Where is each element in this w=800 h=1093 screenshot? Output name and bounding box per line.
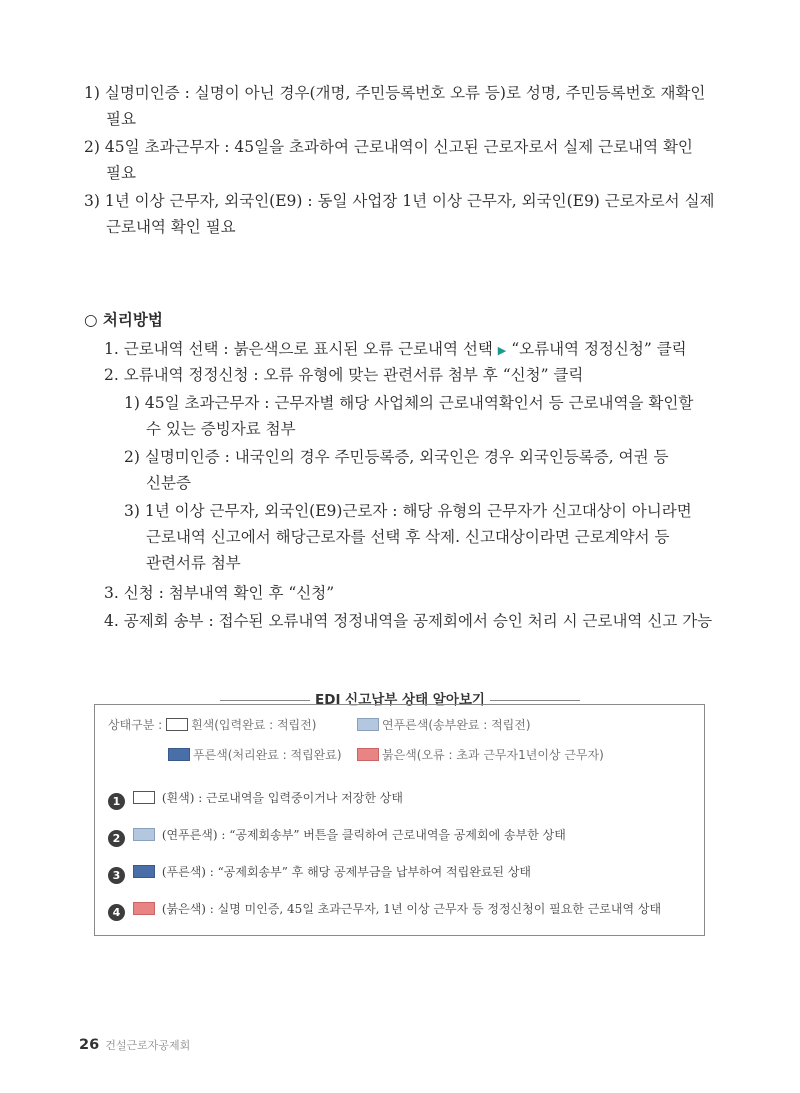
step-number: 4. [104, 612, 119, 630]
note-text: 실명미인증 : 실명이 아닌 경우(개명, 주민등록번호 오류 등)로 성명, 주민등록번호 재확인 [104, 84, 706, 102]
step-2 [104, 362, 583, 388]
red-swatch [357, 748, 379, 761]
page-number: 26 [79, 1037, 100, 1053]
note-text: 1년 이상 근무자, 외국인(E9) : 동일 사업장 1년 이상 근무자, 외국인(E9) 근로자로서 실제 [104, 192, 715, 210]
legend-white: 흰색(입력완료 : 적립전) [191, 718, 317, 732]
step-4 [104, 608, 712, 634]
legend-row-1 [108, 716, 316, 733]
substep-1 [124, 390, 693, 416]
status-item-text: (푸른색) : “공제회송부” 후 해당 공제부금을 납부하여 적립완료된 상태 [161, 865, 532, 879]
number-badge-1: 1 [108, 793, 125, 810]
red-swatch [133, 902, 155, 915]
note-2 [84, 134, 693, 160]
step-1 [104, 336, 687, 364]
status-item-4 [108, 900, 661, 921]
substep-text: 실명미인증 : 내국인의 경우 주민등록증, 외국인은 경우 외국인등록증, 여권 등 [144, 448, 669, 466]
step-text: 오류내역 정정신청 : 오류 유형에 맞는 관련서류 첨부 후 “신청” 클릭 [123, 366, 584, 384]
status-item-3 [108, 863, 531, 884]
step-number: 2. [104, 366, 119, 384]
substep-1-cont: 수 있는 증빙자료 첨부 [146, 420, 296, 438]
legend-label: 상태구분 : [108, 718, 163, 732]
publisher-name: 건설근로자공제회 [105, 1039, 191, 1052]
edi-box-title: EDI 신고납부 상태 알아보기 [315, 692, 485, 708]
status-item-2 [108, 826, 566, 847]
legend-row-2b [357, 746, 604, 763]
substep-number: 3) [124, 502, 140, 520]
white-swatch [166, 718, 188, 731]
blue-swatch [168, 748, 190, 761]
note-number: 2) [84, 138, 100, 156]
light-blue-swatch [357, 718, 379, 731]
substep-3-cont: 근로내역 신고에서 해당근로자를 선택 후 삭제. 신고대상이라면 근로계약서 등 [146, 528, 670, 546]
step-3 [104, 580, 334, 606]
note-number: 3) [84, 192, 100, 210]
note-3-cont: 근로내역 확인 필요 [106, 218, 236, 236]
number-badge-4: 4 [108, 904, 125, 921]
legend-row-2 [168, 746, 342, 763]
legend-red: 붉은색(오류 : 초과 근무자1년이상 근무자) [382, 748, 604, 762]
note-1 [84, 80, 705, 106]
substep-text: 45일 초과근무자 : 근무자별 해당 사업체의 근로내역확인서 등 근로내역을 확인할 [144, 394, 694, 412]
arrow-right-icon: ▶ [497, 344, 507, 357]
substep-2-cont: 신분증 [146, 474, 191, 492]
note-1-cont: 필요 [106, 110, 136, 128]
blue-swatch [133, 865, 155, 878]
number-badge-3: 3 [108, 867, 125, 884]
legend-light-blue: 연푸른색(송부완료 : 적립전) [382, 718, 531, 732]
substep-text: 1년 이상 근무자, 외국인(E9)근로자 : 해당 유형의 근무자가 신고대상이 아니라면 [144, 502, 692, 520]
legend-blue: 푸른색(처리완료 : 적립완료) [193, 748, 342, 762]
legend-row-1b [357, 716, 531, 733]
substep-number: 2) [124, 448, 140, 466]
status-item-text: (흰색) : 근로내역을 입력중이거나 저장한 상태 [161, 791, 403, 805]
note-number: 1) [84, 84, 100, 102]
substep-3 [124, 498, 692, 524]
substep-3-cont-2: 관련서류 첨부 [146, 554, 241, 572]
status-item-1 [108, 789, 403, 810]
page-footer [79, 1034, 190, 1053]
step-number: 3. [104, 584, 119, 602]
note-3 [84, 188, 715, 214]
status-item-text: (연푸른색) : “공제회송부” 버튼을 클릭하여 근로내역을 공제회에 송부한 상태 [161, 828, 566, 842]
step-number: 1. [104, 340, 119, 358]
white-swatch [133, 791, 155, 804]
note-text: 45일 초과근무자 : 45일을 초과하여 근로내역이 신고된 근로자로서 실제 근로내역 확인 [104, 138, 693, 156]
status-item-text: (붉은색) : 실명 미인증, 45일 초과근무자, 1년 이상 근무자 등 정정신청이 필요한 근로내역 상태 [161, 902, 662, 916]
number-badge-2: 2 [108, 830, 125, 847]
light-blue-swatch [133, 828, 155, 841]
step-text: 신청 : 첨부내역 확인 후 “신청” [123, 584, 335, 602]
step-text: 공제회 송부 : 접수된 오류내역 정정내역을 공제회에서 승인 처리 시 근로내역 신고 가능 [123, 612, 713, 630]
section-heading: ○ 처리방법 [84, 310, 163, 329]
substep-number: 1) [124, 394, 140, 412]
step-text-2: “오류내역 정정신청” 클릭 [511, 340, 687, 358]
note-2-cont: 필요 [106, 164, 136, 182]
substep-2 [124, 444, 668, 470]
step-text: 근로내역 선택 : 붉은색으로 표시된 오류 근로내역 선택 [123, 340, 493, 358]
